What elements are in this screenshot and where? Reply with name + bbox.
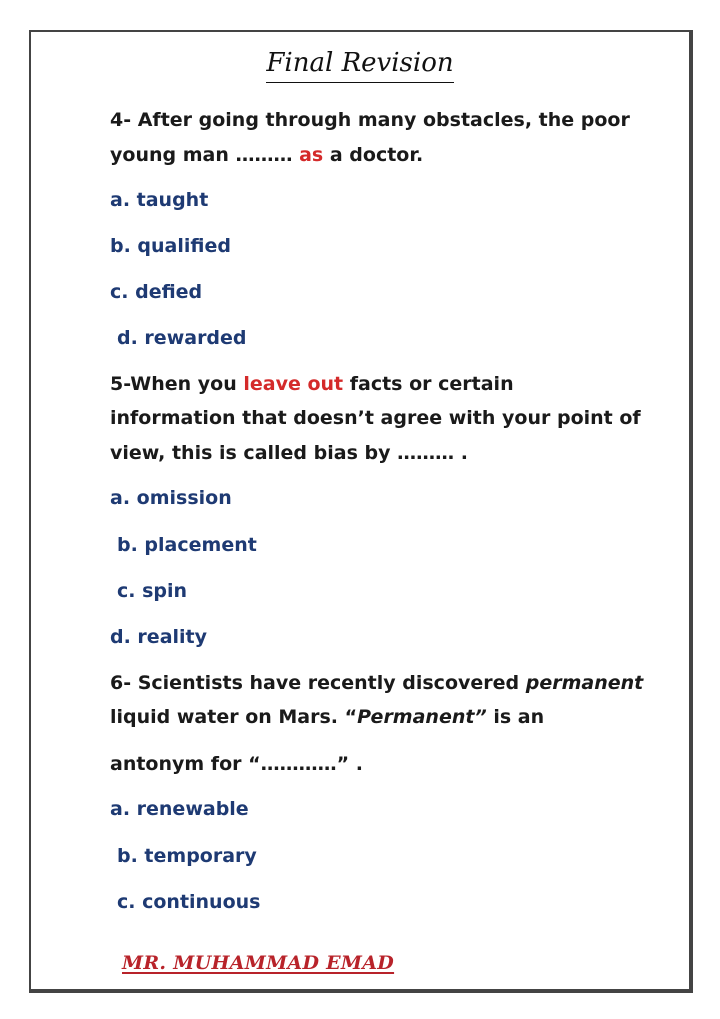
question-4-line-2: young man ……… as a doctor. — [110, 144, 424, 166]
question-5-line-3: view, this is called bias by ……… . — [110, 442, 468, 464]
option-d: d. rewarded — [117, 327, 247, 349]
keyword-italic: Permanent” — [357, 706, 487, 728]
keyword-highlight: as — [299, 144, 324, 166]
question-6-line-1: 6- Scientists have recently discovered permanent — [110, 672, 644, 694]
question-5-line-2: information that doesn’t agree with your point of — [110, 407, 641, 429]
question-5-line-1: 5-When you leave out facts or certain — [110, 373, 514, 395]
question-6-line-3: antonym for “…………” . — [110, 753, 363, 775]
question-4-line-1: 4- After going through many obstacles, the poor — [110, 109, 630, 131]
option-b: b. temporary — [117, 845, 257, 867]
option-c: c. continuous — [117, 891, 261, 913]
option-c: c. spin — [117, 580, 188, 602]
option-b: b. placement — [117, 534, 257, 556]
option-a: a. omission — [110, 487, 232, 509]
keyword-italic: permanent — [525, 672, 644, 694]
page-title: Final Revision — [0, 46, 720, 83]
option-c: c. defied — [110, 281, 203, 303]
option-d: d. reality — [110, 626, 208, 648]
option-a: a. taught — [110, 189, 209, 211]
author-signature: MR. MUHAMMAD EMAD — [122, 952, 395, 974]
option-b: b. qualified — [110, 235, 231, 257]
keyword-highlight: leave out — [243, 373, 344, 395]
option-a: a. renewable — [110, 798, 249, 820]
question-6-line-2: liquid water on Mars. “Permanent” is an — [110, 706, 545, 728]
